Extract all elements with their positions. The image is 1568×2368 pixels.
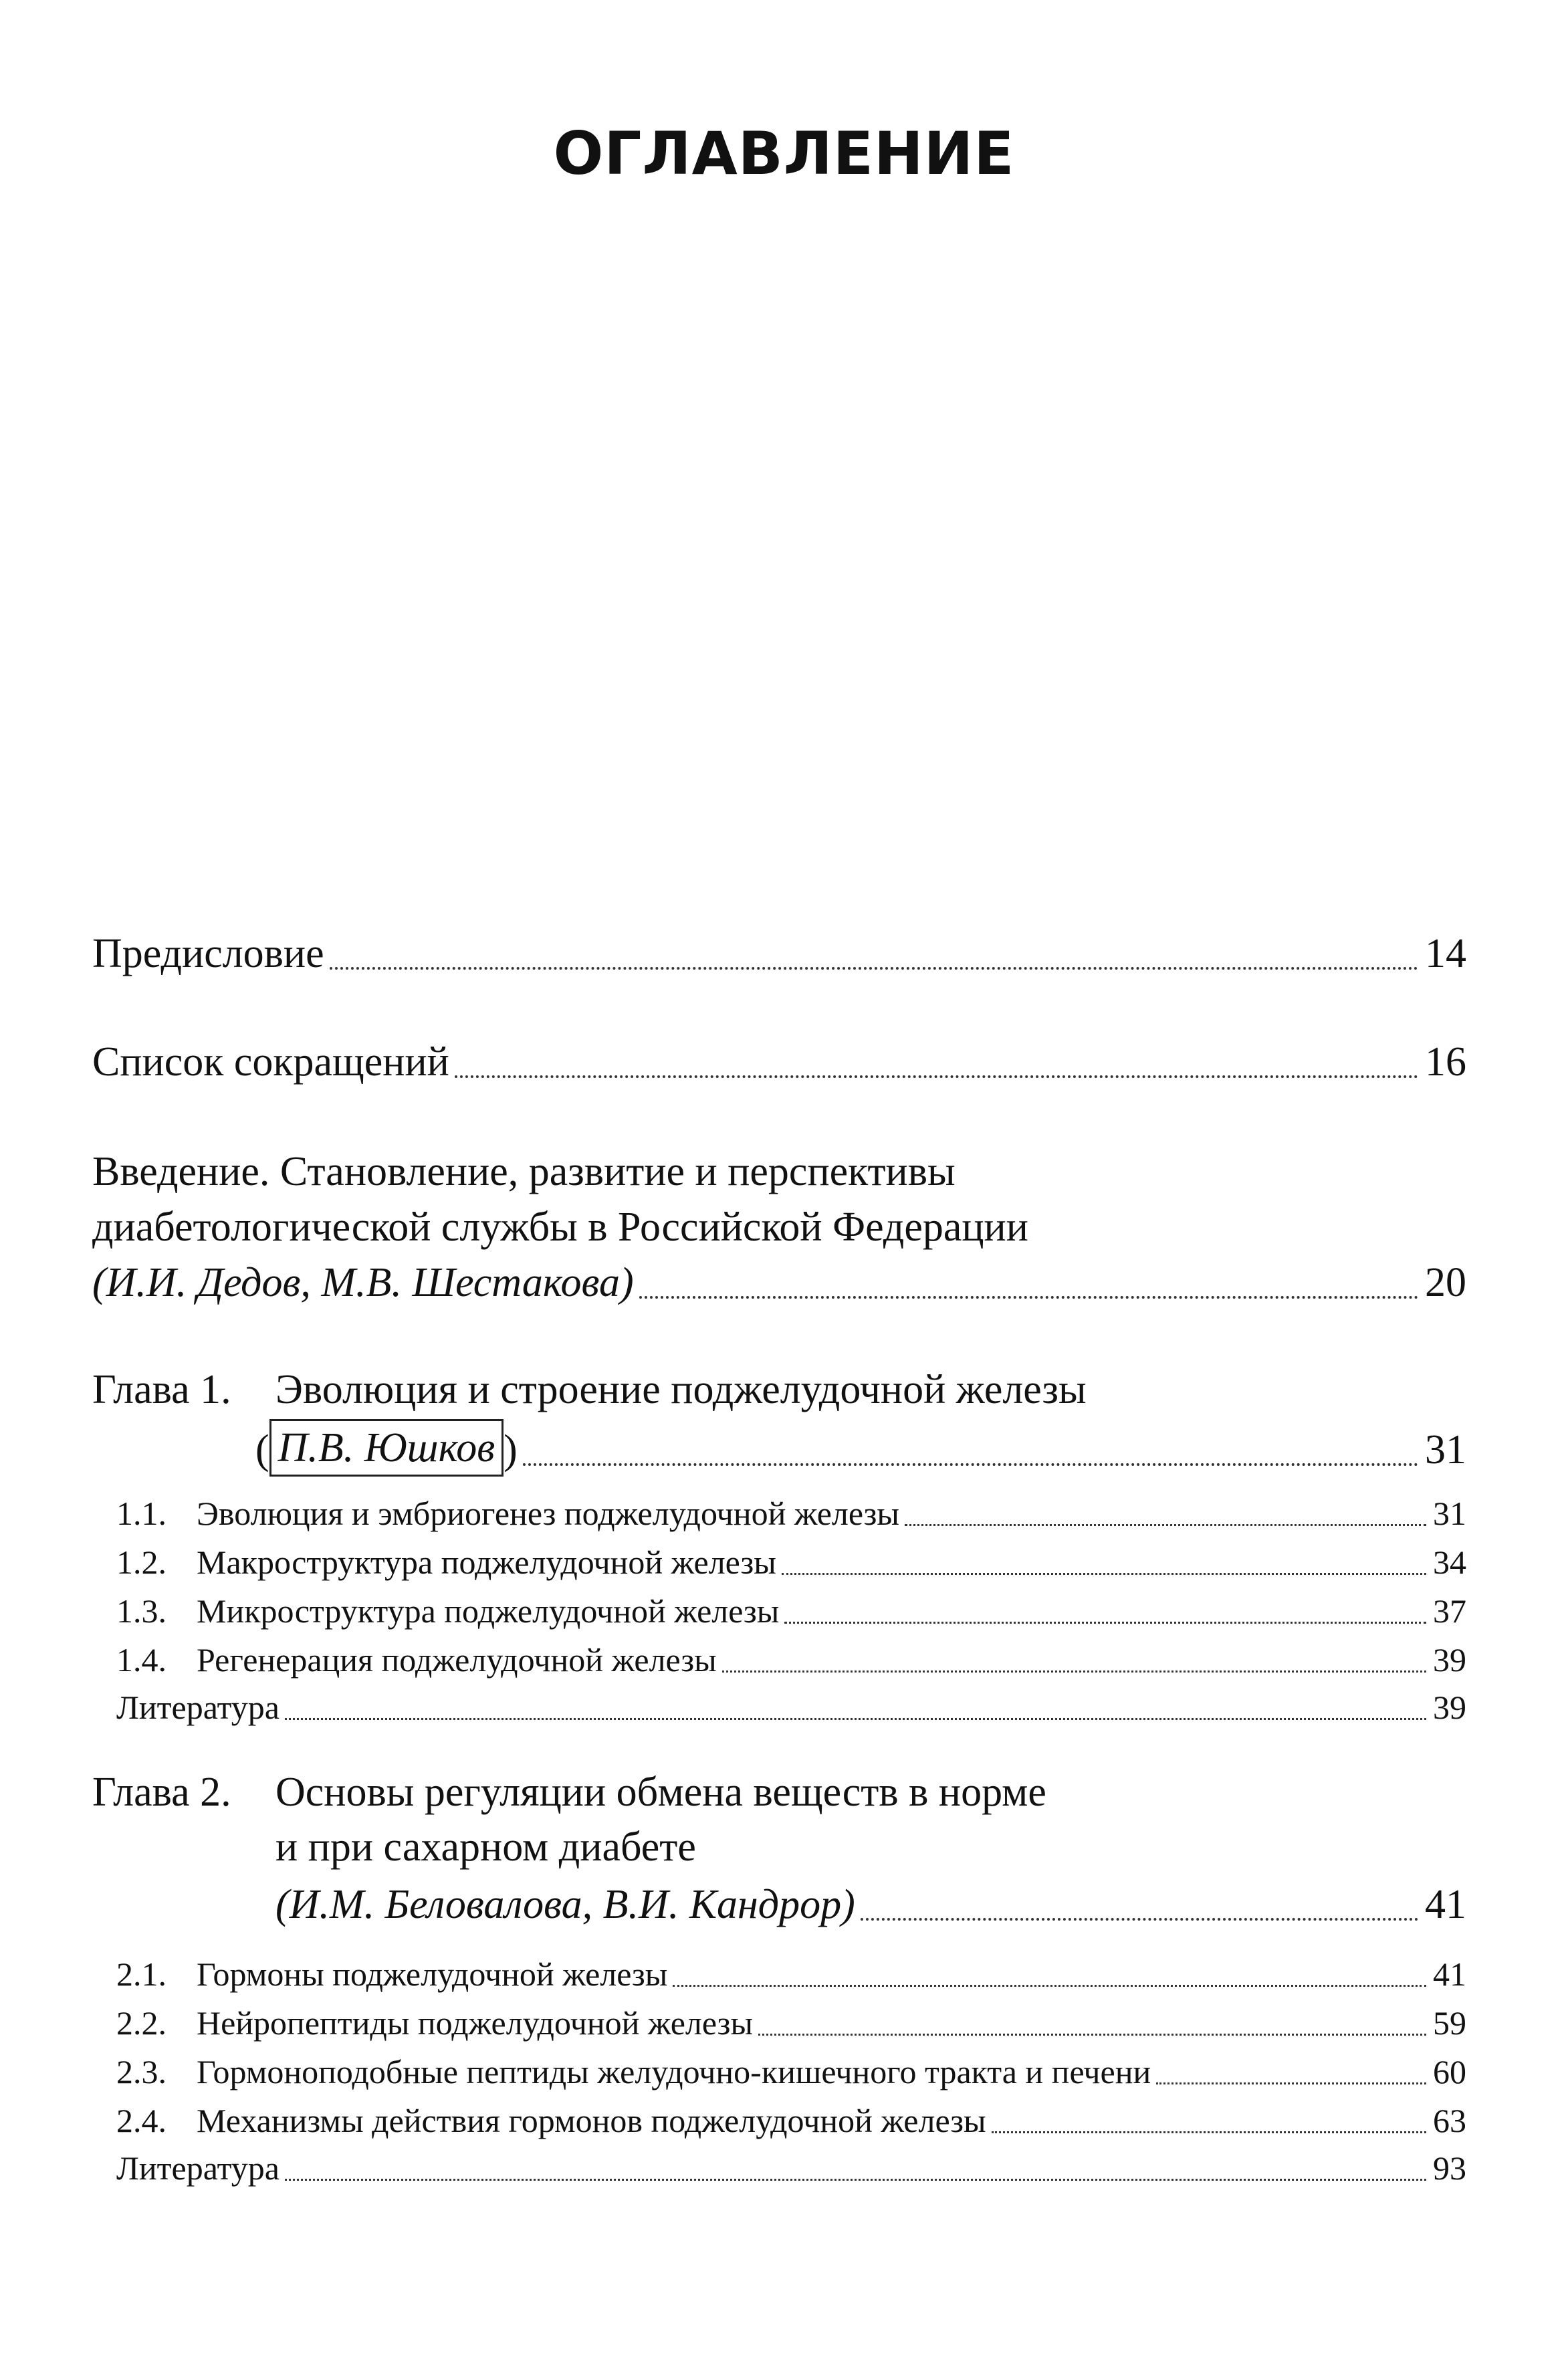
toc-section-2-4[interactable] xyxy=(92,2099,1466,2142)
dot-leader xyxy=(722,1671,1426,1673)
section-number: 2.2. xyxy=(116,2004,166,2042)
author-boxed: П.В. Юшков xyxy=(269,1419,504,1477)
toc-page-number: 60 xyxy=(1433,2053,1466,2090)
toc-section-2-3[interactable] xyxy=(92,2050,1466,2093)
section-number: 1.3. xyxy=(116,1592,166,1630)
dot-leader xyxy=(1156,2082,1426,2084)
dot-leader xyxy=(673,1985,1426,1987)
section-text: Литература xyxy=(116,2149,279,2187)
section-number: 1.1. xyxy=(116,1495,166,1532)
section-number: 1.2. xyxy=(116,1543,166,1581)
section-number: 2.3. xyxy=(116,2053,166,2090)
dot-leader xyxy=(992,2131,1426,2133)
dot-leader xyxy=(330,967,1418,970)
chapter-label: Глава 2. xyxy=(92,1769,231,1815)
section-text: Литература xyxy=(116,1689,279,1726)
toc-page-number: 59 xyxy=(1433,2004,1466,2042)
toc-page-number: 63 xyxy=(1433,2102,1466,2139)
section-text: Микроструктура поджелудочной железы xyxy=(197,1592,780,1630)
section-text: Эволюция и эмбриогенез поджелудочной железы xyxy=(197,1495,900,1532)
toc-section-1-1[interactable] xyxy=(92,1492,1466,1535)
dot-leader xyxy=(784,1622,1426,1624)
toc-section-1-3[interactable] xyxy=(92,1590,1466,1632)
toc-entry-chapter-1[interactable] xyxy=(255,1419,1466,1477)
toc-entry-authors: (И.М. Беловалова, В.И. Кандрор) xyxy=(275,1882,855,1927)
section-number: 1.4. xyxy=(116,1641,166,1679)
toc-entry-authors: (И.И. Дедов, М.В. Шестакова) xyxy=(92,1260,634,1305)
toc-page-number: 39 xyxy=(1433,1641,1466,1679)
dot-leader xyxy=(639,1296,1418,1299)
toc-entry-text: Предисловие xyxy=(92,931,324,976)
dot-leader xyxy=(758,2034,1426,2036)
dot-leader xyxy=(861,1918,1418,1921)
toc-page-number: 14 xyxy=(1425,931,1466,976)
section-number: 2.4. xyxy=(116,2102,166,2139)
toc-page-number: 31 xyxy=(1425,1427,1466,1473)
author-open-paren: ( xyxy=(255,1427,269,1473)
toc-entry-text: Список сокращений xyxy=(92,1039,449,1085)
chapter-label: Глава 1. xyxy=(92,1367,231,1412)
dot-leader xyxy=(285,1718,1426,1720)
toc-page-number: 31 xyxy=(1433,1495,1466,1532)
toc-section-1-4[interactable] xyxy=(92,1638,1466,1681)
toc-page-number: 41 xyxy=(1425,1882,1466,1927)
toc-page-number: 16 xyxy=(1425,1039,1466,1085)
toc-entry-chapter-2[interactable] xyxy=(275,1878,1466,1931)
section-number: 2.1. xyxy=(116,1955,166,1993)
toc-page-number: 93 xyxy=(1433,2149,1466,2187)
dot-leader xyxy=(285,2179,1426,2181)
toc-entry-intro-line2: диабетологической службы в Российской Федерации xyxy=(92,1204,1028,1250)
chapter-title: Эволюция и строение поджелудочной железы xyxy=(275,1367,1087,1412)
dot-leader xyxy=(905,1524,1426,1526)
toc-section-2-1[interactable] xyxy=(92,1953,1466,1996)
toc-page-number: 39 xyxy=(1433,1689,1466,1726)
author-close-paren: ) xyxy=(503,1427,518,1473)
toc-literature-ch1[interactable] xyxy=(92,1686,1466,1729)
toc-page-number: 41 xyxy=(1433,1955,1466,1993)
dot-leader xyxy=(523,1463,1418,1466)
section-text: Регенерация поджелудочной железы xyxy=(197,1641,717,1679)
chapter-title-line1: Основы регуляции обмена веществ в норме xyxy=(275,1769,1046,1815)
dot-leader xyxy=(455,1075,1418,1078)
toc-page-number: 34 xyxy=(1433,1543,1466,1581)
toc-page-number: 37 xyxy=(1433,1592,1466,1630)
section-text: Макроструктура поджелудочной железы xyxy=(197,1543,776,1581)
page-title: ОГЛАВЛЕНИЕ xyxy=(553,119,1015,188)
toc-literature-ch2[interactable] xyxy=(92,2147,1466,2189)
toc-entry-intro-line1: Введение. Становление, развитие и перспективы xyxy=(92,1149,956,1194)
section-text: Нейропептиды поджелудочной железы xyxy=(197,2004,754,2042)
section-text: Гормоны поджелудочной железы xyxy=(197,1955,668,1993)
dot-leader xyxy=(782,1573,1426,1575)
toc-entry-intro[interactable] xyxy=(92,1256,1466,1309)
toc-entry-abbreviations[interactable] xyxy=(92,1035,1466,1089)
section-text: Гормоноподобные пептиды желудочно-кишечного тракта и печени xyxy=(197,2053,1151,2090)
toc-entry-preface[interactable] xyxy=(92,927,1466,980)
toc-section-1-2[interactable] xyxy=(92,1541,1466,1584)
toc-section-2-2[interactable] xyxy=(92,2002,1466,2044)
section-text: Механизмы действия гормонов поджелудочной железы xyxy=(197,2102,986,2139)
toc-page-number: 20 xyxy=(1425,1260,1466,1305)
chapter-title-line2: и при сахарном диабете xyxy=(275,1824,696,1870)
